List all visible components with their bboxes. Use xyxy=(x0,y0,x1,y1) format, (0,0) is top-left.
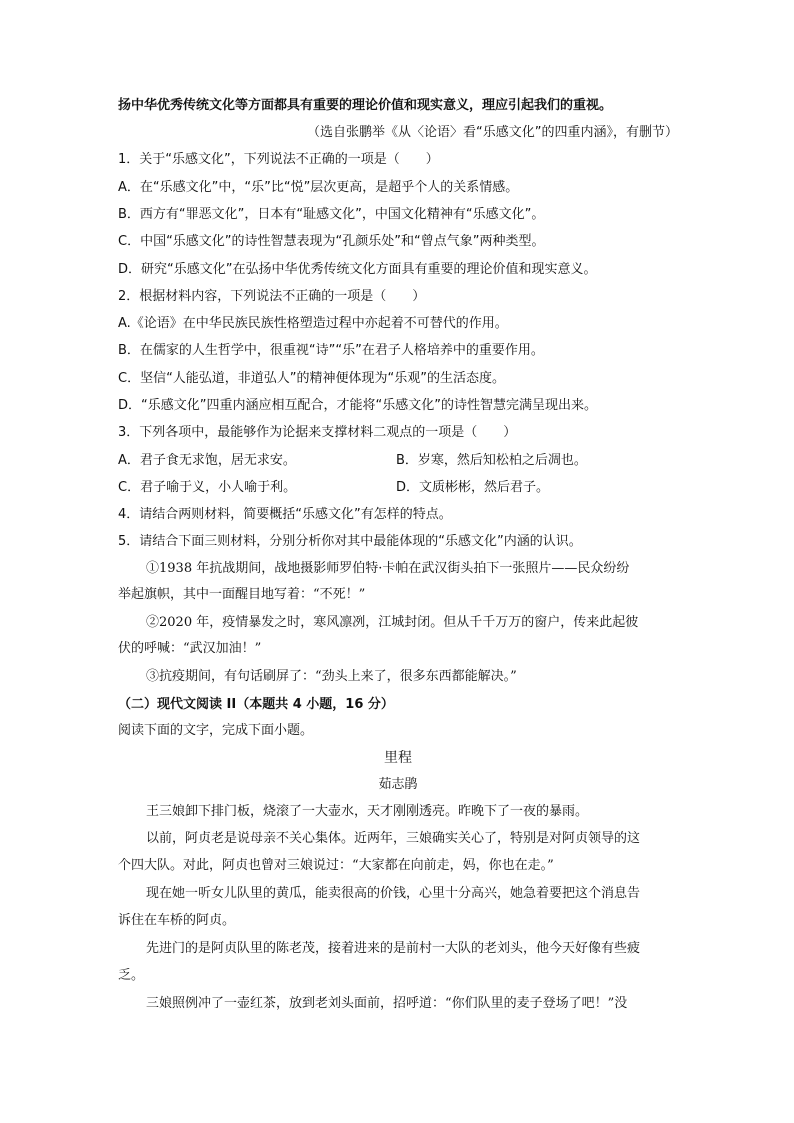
q1-option-b: B．西方有“罪恶文化”，日本有“耻感文化”，中国文化精神有“乐感文化”。 xyxy=(118,207,545,222)
paragraph-3-line-2: 诉住在车桥的阿贞。 xyxy=(118,913,236,928)
q3-stem: 3．下列各项中，最能够作为论据来支撑材料二观点的一项是（ ） xyxy=(118,425,517,440)
article-title: 里程 xyxy=(384,750,412,766)
q3-option-c: C．君子喻于义，小人喻于利。 xyxy=(118,480,297,495)
q5-material-2-line-2: 伏的呼喊：“武汉加油！” xyxy=(118,641,262,656)
q2-stem: 2．根据材料内容，下列说法不正确的一项是（ ） xyxy=(118,289,426,304)
q1-option-c: C．中国“乐感文化”的诗性智慧表现为“孔颜乐处”和“曾点气象”两种类型。 xyxy=(118,234,545,249)
section-instruction: 阅读下面的文字，完成下面小题。 xyxy=(118,723,314,738)
q1-option-d: D．研究“乐感文化”在弘扬中华优秀传统文化方面具有重要的理论价值和现实意义。 xyxy=(118,262,597,277)
paragraph-4-line-1: 先进门的是阿贞队里的陈老茂，接着进来的是前村一大队的老刘头，他今天好像有些疲 xyxy=(146,941,641,956)
section-heading: （二）现代文阅读 II（本题共 4 小题，16 分） xyxy=(118,697,394,712)
paragraph-3-line-1: 现在她一听女儿队里的黄瓜，能卖很高的价钱，心里十分高兴，她急着要把这个消息告 xyxy=(146,886,641,901)
q3-option-b: B．岁寒，然后知松柏之后凋也。 xyxy=(396,453,587,468)
paragraph-5-line-1: 三娘照例冲了一壶红茶，放到老刘头面前，招呼道：“你们队里的麦子登场了吧！”没 xyxy=(146,996,628,1011)
q2-option-d: D．“乐感文化”四重内涵应相互配合，才能将“乐感文化”的诗性智慧完满呈现出来。 xyxy=(118,398,597,413)
paragraph-2-line-2: 个四大队。对此，阿贞也曾对三娘说过：“大家都在向前走，妈，你也在走。” xyxy=(118,858,554,873)
q1-option-a: A．在“乐感文化”中，“乐”比“悦”层次更高，是超乎个人的关系情感。 xyxy=(118,180,519,195)
q2-option-a: A.《论语》在中华民族民族性格塑造过程中亦起着不可替代的作用。 xyxy=(118,316,508,331)
q4-stem: 4．请结合两则材料，简要概括“乐感文化”有怎样的特点。 xyxy=(118,507,452,522)
q5-material-3: ③抗疫期间，有句话刷屏了：“劲头上来了，很多东西都能解决。” xyxy=(146,669,517,684)
q1-stem: 1．关于“乐感文化”，下列说法不正确的一项是（ ） xyxy=(118,152,439,167)
material-source: （选自张鹏举《从〈论语〉看“乐感文化”的四重内涵》，有删节） xyxy=(307,125,678,140)
paragraph-2-line-1: 以前，阿贞老是说母亲不关心集体。近两年，三娘确实关心了，特别是对阿贞领导的这 xyxy=(146,831,641,846)
q5-material-2-line-1: ②2020 年，疫情暴发之时，寒风凛冽，江城封闭。但从千千万万的窗户，传来此起彼 xyxy=(146,615,639,630)
paragraph-1: 王三娘卸下排门板，烧滚了一大壶水，天才刚刚透亮。昨晚下了一夜的暴雨。 xyxy=(146,804,589,819)
q3-option-d: D．文质彬彬，然后君子。 xyxy=(396,480,550,495)
q3-option-a: A．君子食无求饱，居无求安。 xyxy=(118,453,296,468)
q5-material-1-line-1: ①1938 年抗战期间，战地摄影师罗伯特·卡帕在武汉街头拍下一张照片——民众纷纷 xyxy=(146,561,630,576)
article-author: 茹志鹃 xyxy=(378,777,418,792)
q2-option-b: B．在儒家的人生哲学中，很重视“诗”“乐”在君子人格培养中的重要作用。 xyxy=(118,343,544,358)
q2-option-c: C．坚信“人能弘道，非道弘人”的精神便体现为“乐观”的生活态度。 xyxy=(118,371,506,386)
material-last-line: 扬中华优秀传统文化等方面都具有重要的理论价值和现实意义，理应引起我们的重视。 xyxy=(118,98,613,113)
q5-material-1-line-2: 举起旗帜，其中一面醒目地写着：“不死！” xyxy=(118,587,366,602)
q5-stem: 5．请结合下面三则材料，分别分析你对其中最能体现的“乐感文化”内涵的认识。 xyxy=(118,534,582,549)
paragraph-4-line-2: 乏。 xyxy=(118,968,145,983)
